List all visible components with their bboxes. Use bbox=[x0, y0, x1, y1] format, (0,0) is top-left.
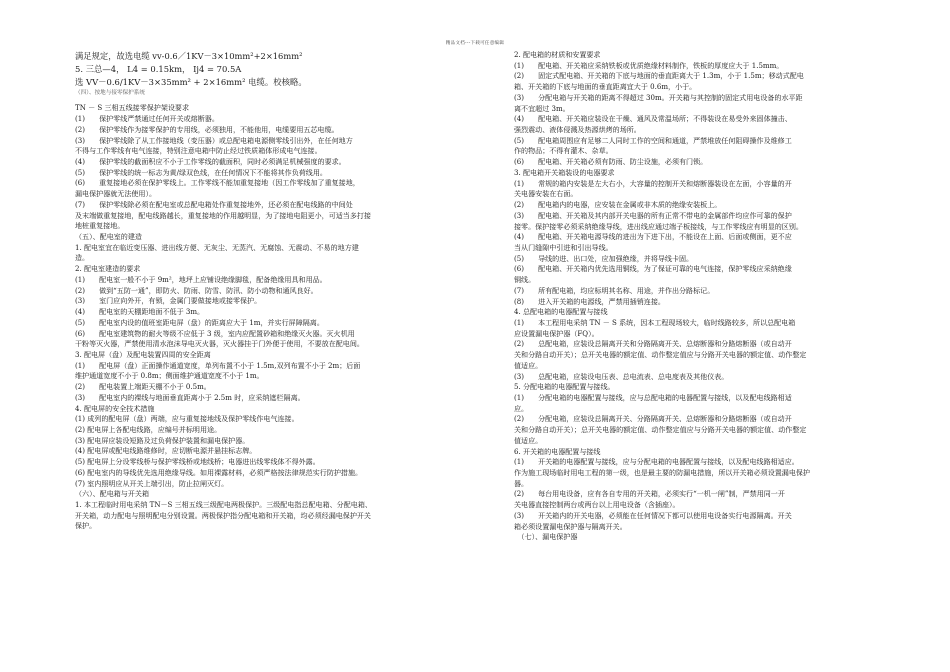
text-line: 铜线。 bbox=[514, 275, 536, 285]
text-line: (2) 配电屏上各配电线路，应编号并标明用途。 bbox=[75, 424, 222, 434]
text-line: 1. 本工程临时用电采纳 TN－S 三相五线三级配电两极保护。三级配电指总配电箱、分配电箱、 bbox=[75, 500, 372, 509]
text-line: 3. 配电箱开关箱装设的电器要求 bbox=[514, 167, 615, 177]
text-line: (6) 配电箱、开关箱必须有防雨、防尘设施，必须有门锁。 bbox=[514, 157, 708, 167]
text-line: 造。 bbox=[75, 253, 90, 263]
text-line: (2) 配电箱内的电器，应安装在金属或非木质的绝缘安装板上。 bbox=[514, 200, 722, 210]
text-line: (3) 配电屏应装设短路及过负荷保护装置和漏电保护器。 bbox=[75, 435, 250, 445]
text-line: 器。 bbox=[514, 478, 529, 488]
text-line: (2) 分配电箱，应装设总隔离开关、分路隔离开关、总熔断器和分路熔断器（或自动开 bbox=[514, 414, 792, 424]
text-line: 作的物品；不得有灌木、杂草。 bbox=[514, 146, 613, 156]
text-line: 关和分路自动开关）；总开关电器的额定值、动作整定值应与分路开关电器的额定值、动作整定 bbox=[514, 350, 807, 360]
text-line: (2) 总配电箱，应装设总隔离开关和分路隔离开关、总熔断器和分路熔断器（或自动开 bbox=[514, 339, 792, 349]
text-line: (1) 分配电箱的电器配置与接线，应与总配电箱的电器配置与接线，以及配电线路相适 bbox=[514, 393, 792, 402]
text-line: (3) 开关箱内的开关电器，必须能在任何情况下都可以使用电设备实行电源隔离。开关 bbox=[514, 510, 792, 520]
text-line: 开关箱，动力配电与照明配电分别设置。两极保护指分配电箱和开关箱，均必须经漏电保护开关 bbox=[75, 510, 371, 520]
text-line: （七）、漏电保护器 bbox=[514, 532, 578, 542]
right-column bbox=[514, 50, 892, 543]
text-line: 3. 配电屏（盘）及配电装置四周的安全距离 bbox=[75, 349, 211, 359]
text-line: （四）、按地与接零保护系统 bbox=[75, 90, 145, 97]
text-line: (5) 配电室内设的值班室距电屏（盘）的距离应大于 1m，并实行屏障隔离。 bbox=[75, 317, 324, 327]
text-line: (2) 做到“五防一通”，即防火、防雨、防雪、防汛、防小动物和通风良好。 bbox=[75, 285, 318, 295]
text-line: (5) 保护零线的统一标志为黄/绿双色线，在任何情况下不能将其作负荷线用。 bbox=[75, 167, 327, 177]
text-line: 当从门缝隙中引进和引出导线。 bbox=[514, 242, 613, 252]
text-line: 维护通道宽度不小于 0.8m；侧面维护通道宽度不小于 1m。 bbox=[75, 371, 264, 381]
text-line: （六）、配电箱与开关箱 bbox=[75, 489, 149, 499]
text-line: 箱、开关箱的下底与地面的垂直距离宜大于 0.6m，小于。 bbox=[514, 82, 697, 92]
text-line: (2) 每台用电设备，应有各自专用的开关箱，必须实行“一机一闸”制，严禁用同一开 bbox=[514, 489, 785, 499]
text-line: 5. 三总—4， L4 = 0.15km， Ij4 = 70.5A bbox=[75, 64, 242, 74]
text-line: 满足规定，故选电缆 vv-0.6／1KV－3×10mm²+2×16mm² bbox=[75, 51, 303, 61]
text-line: (2) 固定式配电箱、开关箱的下底与地面的垂直距离大于 1.3m，小于 1.5m；移动式配电 bbox=[514, 71, 804, 81]
text-line: (7) 室内照明应从开关上端引出，防止拉闸灭灯。 bbox=[75, 478, 229, 488]
text-line: 2. 配电箱的材质和安置要求 bbox=[514, 50, 601, 59]
text-line: (3) 配电箱、开关箱及其内部开关电器的所有正常不带电的金属部件均应作可靠的保护 bbox=[514, 210, 792, 220]
text-line: (5) 导线的进、出口处，应加强绝缘，并将导线卡固。 bbox=[514, 253, 694, 263]
text-line: (4) 配电箱、开关箱电源导线的进出为下进下出，不能设在上面、后面或侧面，更不应 bbox=[514, 232, 792, 242]
text-line: 应。 bbox=[514, 403, 529, 413]
text-line: (6) 配电室建筑物的耐火等级不应低于 3 级，室内应配置砂箱和绝缘灭火器。灭火机用 bbox=[75, 328, 355, 338]
text-line: 不得与工作零线有电气连接，特别注意电箱中防止经过铁质箱体形成电气连接。 bbox=[75, 146, 322, 156]
text-line: (1) 常规的箱内安装是左大右小，大容量的控制开关和熔断器装设在左面，小容量的开 bbox=[514, 178, 792, 188]
text-line: (8) 进入开关箱的电源线，严禁用插销连接。 bbox=[514, 296, 665, 306]
text-line: 5. 分配电箱的电器配置与接线。 bbox=[514, 382, 615, 392]
text-line: (3) 总配电箱，应装设电压表、总电流表、总电度表及其他仪表。 bbox=[514, 371, 729, 381]
text-line: 4. 总配电箱的电器配置与接线 bbox=[514, 307, 608, 317]
text-line: 2. 配电室建造的要求 bbox=[75, 264, 141, 274]
text-line: (5) 配电屏上分设零线桥与保护零线桥或地线桥；电器进出线零线体不得外露。 bbox=[75, 457, 320, 467]
text-line: (4) 配电室的天棚距地面不低于 3m。 bbox=[75, 307, 205, 317]
text-line: (3) 室门应向外开，有锁，金属门要做接地或接零保护。 bbox=[75, 296, 262, 306]
text-line: 接零。保护接零必须采纳绝缘导线，进出线应通过端子板接线，与工作零线应有明显的区别。 bbox=[514, 221, 803, 231]
text-line: (5) 配电箱周围应有足够二人同时工作的空间和通道，严禁堆放任何阻碍操作及维修工 bbox=[514, 135, 792, 145]
text-line: (2) 保护零线作为接零保护的专用线，必须独用，不能他用，电缆要用五芯电缆。 bbox=[75, 124, 339, 134]
page-header: 精品文档---下载可任意编辑 bbox=[445, 41, 505, 46]
text-line: (1) 配电室一般不小于 9m²，地坪上应铺设绝缘脚毯，配备绝缘用具和用品。 bbox=[75, 274, 327, 284]
text-line: (6) 配电室内的导线优先选用绝缘导线。如用裸露材料，必须严格按法律规范实行防护措施。 bbox=[75, 467, 363, 477]
text-line: 4. 配电屏的安全技术措施 bbox=[75, 403, 155, 413]
text-line: 地桩重复接地。 bbox=[75, 221, 125, 231]
text-line: 选 VV－0.6/1KV－3×35mm² + 2×16mm² 电缆。校核略。 bbox=[75, 77, 307, 88]
text-line: (3) 配电室内的裸线与地面垂直距离小于 2.5m 时，应采纳遮栏隔离。 bbox=[75, 392, 305, 402]
text-line: (4) 配电屏或配电线路维修时，应切断电源并悬挂标志牌。 bbox=[75, 446, 257, 456]
text-line: TN － S 三相五线接零保护架设要求 bbox=[75, 103, 190, 113]
left-column bbox=[75, 50, 455, 532]
text-line: 值适应。 bbox=[514, 435, 543, 445]
text-line: 及末端做重复接地，配电线路越长，重复接地的作用越明显，为了接地电阻更小，可适当多打接 bbox=[75, 210, 371, 220]
text-line: 关电器安装在右面。 bbox=[514, 189, 578, 199]
text-line: (4) 保护零线的截面积应不小于工作零线的截面积，同时必须满足机械强度的要求。 bbox=[75, 157, 346, 166]
text-line: 1. 配电室宜在临近变压器、进出线方便、无灰尘、无蒸汽、无腐蚀、无震动、不易的地方建 bbox=[75, 242, 359, 252]
text-line: (6) 配电箱、开关箱内优先选用铜线，为了保证可靠的电气连接，保护零线应采纳绝缘 bbox=[514, 264, 792, 274]
text-line: (6) 重复接地必须在保护零线上。工作零线不能加重复接地（因工作零线加了重复接地， bbox=[75, 178, 360, 188]
text-line: (3) 分配电箱与开关箱的距离不得超过 30m。开关箱与其控制的固定式用电设备的水平距 bbox=[514, 92, 803, 102]
text-line: 漏电保护器就无法使用）。 bbox=[75, 189, 157, 199]
text-line: 强烈震动、液体侵溅及热源烘烤的场所。 bbox=[514, 125, 641, 135]
text-line: 保护。 bbox=[75, 521, 97, 531]
text-line: (1) 开关箱的电器配置与接线，应与分配电箱的电器配置与接线，以及配电线路相适应。 bbox=[514, 457, 799, 467]
text-line: 关电器直接控制两台或两台以上用电设备（含插座）。 bbox=[514, 500, 680, 510]
text-line: (2) 配电装置上端距天棚不小于 0.5m。 bbox=[75, 382, 211, 392]
text-line: 值适应。 bbox=[514, 360, 543, 370]
text-line: (7) 所有配电箱，均应标明其名称、用途，并作出分路标记。 bbox=[514, 285, 715, 295]
text-line: (1) 成列的配电屏（盘）两端，应与重复接地线及保护零线作电气连接。 bbox=[75, 414, 299, 424]
text-line: 关和分路自动开关）；总开关电器的额定值、动作整定值应与分路开关电器的额定值、动作整定 bbox=[514, 425, 807, 435]
text-line: (1) 保护零线严禁通过任何开关或熔断器。 bbox=[75, 114, 219, 124]
text-line: 干粉等灭火器，严禁使用清水泡沫导电灭火器，灭火器挂于门外便于使用，不要放在配电间。 bbox=[75, 339, 364, 349]
text-line: （五）、配电室的建造 bbox=[75, 232, 142, 242]
text-line: (1) 配电箱、开关箱应采纳铁板或优质绝缘材料制作，铁板的厚度应大于 1.5mm。 bbox=[514, 60, 784, 70]
text-line: (3) 保护零线除了从工作接地线（变压器）或总配电箱电源侧零线引出外，在任何地方 bbox=[75, 135, 353, 145]
text-line: 箱必须设置漏电保护器与隔离开关。 bbox=[514, 521, 627, 531]
text-line: 作为施工现场临时用电工程的第一级，也是最主要的防漏电措施，所以开关箱必须设置漏电保护 bbox=[514, 468, 810, 478]
text-line: (1) 配电屏（盘）正面操作通道宽度，单列布置不小于 1.5m,双列布置不小于 2m；后面 bbox=[75, 360, 361, 370]
text-line: 应设置漏电保护器（FQ）。 bbox=[514, 328, 599, 338]
text-line: (1) 本工程用电采纳 TN － S 系统，因本工程现场较大，临时线路较多，所以总配电箱 bbox=[514, 317, 796, 327]
text-line: (7) 保护零线除必须在配电室或总配电箱处作重复接地外，还必须在配电线路的中间处 bbox=[75, 199, 353, 209]
text-line: 离不宜超过 3m。 bbox=[514, 103, 570, 113]
text-line: 6. 开关箱的电器配置与接线 bbox=[514, 446, 601, 456]
text-line: (4) 配电箱、开关箱应装设在干燥、通风及常温场所；不得装设在易受外来固体撞击、 bbox=[514, 114, 792, 124]
